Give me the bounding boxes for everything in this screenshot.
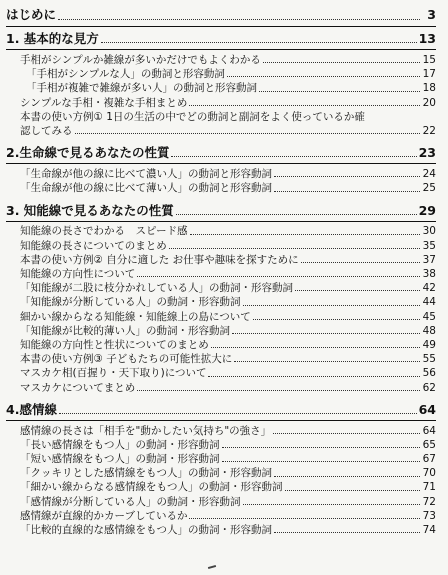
entry-page: 73 (422, 509, 436, 522)
entry-page: 18 (422, 82, 436, 95)
dot-leader (137, 276, 420, 277)
dot-leader (222, 447, 421, 448)
toc-entry (6, 381, 436, 395)
toc-intro-row (6, 6, 436, 24)
toc-entry (6, 295, 436, 309)
entry-title: 「知能線が比較的薄い人」の動詞・形容動詞 (20, 324, 230, 337)
section-divider (6, 26, 436, 27)
entry-page: 35 (422, 239, 436, 252)
dot-leader (234, 361, 420, 362)
dot-leader (243, 504, 421, 505)
entry-title: 本書の使い方例② 自分に適した お仕事や趣味を探すために (20, 253, 299, 266)
entry-title: 「知能線が二股に枝分かれしている人」の動詞・形容動詞 (20, 282, 293, 295)
entry-page: 48 (422, 324, 436, 337)
entry-title: 本書の使い方例① 1日の生活の中でどの動詞と副詞をよく使っているか確 (20, 110, 365, 123)
toc-entry (6, 81, 436, 95)
entry-title: 本書の使い方例③ 子どもたちの可能性拡大に (20, 353, 233, 366)
dot-leader (274, 191, 420, 192)
dot-leader (227, 76, 420, 77)
toc-body (6, 30, 436, 537)
entry-title: 「生命線が他の線に比べて濃い人」の動詞と形容動詞 (20, 168, 272, 181)
page-mark (208, 565, 216, 569)
entry-title: マスカケ相(百握り・天下取り)について (20, 367, 207, 380)
entry-page: 42 (422, 282, 436, 295)
entry-title: 知能線の長さについてのまとめ (20, 239, 167, 252)
section-heading (6, 30, 436, 47)
entry-page: 65 (422, 438, 436, 451)
entry-page: 22 (422, 124, 436, 137)
dot-leader (222, 461, 421, 462)
entry-title: 知能線の方向性について (20, 268, 136, 281)
dot-leader (274, 476, 420, 477)
toc-entry (6, 167, 436, 181)
dot-leader (243, 305, 421, 306)
toc-entry (6, 452, 436, 466)
dot-leader (75, 133, 421, 134)
section-title: 4.感情線 (6, 401, 57, 417)
intro-title: はじめに (6, 7, 57, 22)
dot-leader (58, 19, 420, 20)
entry-page: 44 (422, 296, 436, 309)
entry-title: シンプルな手相・複雑な手相まとめ (20, 96, 188, 109)
entry-title-cont: 認してみる (20, 124, 73, 137)
entry-title: 「細かい線からなる感情線をもつ人」の動詞・形容動詞 (20, 481, 283, 494)
toc-entry (6, 267, 436, 281)
dot-leader (101, 42, 417, 43)
section-page: 13 (418, 31, 436, 46)
toc-entry (6, 96, 436, 110)
entry-title: 「生命線が他の線に比べて薄い人」の動詞と形容動詞 (20, 182, 272, 195)
dot-leader (190, 234, 420, 235)
entry-title: 「手相がシンプルな人」の動詞と形容動詞 (26, 68, 225, 81)
entry-title: 知能線の方向性と性状についてのまとめ (20, 338, 209, 351)
dot-leader (274, 176, 420, 177)
toc-entry (6, 495, 436, 509)
entry-page: 37 (422, 253, 436, 266)
entry-title: 「比較的直線的な感情線をもつ人」の動詞・形容動詞 (20, 524, 272, 537)
entry-title: マスカケについてまとめ (20, 381, 136, 394)
dot-leader (171, 156, 416, 157)
entry-page: 70 (422, 467, 436, 480)
entry-page: 56 (422, 367, 436, 380)
entry-page: 38 (422, 268, 436, 281)
entry-page: 72 (422, 495, 436, 508)
toc-entry (6, 110, 436, 124)
dot-leader (169, 248, 420, 249)
entry-title: 「長い感情線をもつ人」の動詞・形容動詞 (20, 438, 220, 451)
section-title: 1. 基本的な見方 (6, 31, 99, 46)
intro-page: 3 (427, 7, 436, 22)
toc-entry (6, 481, 436, 495)
entry-title: 感情線が直線的かカーブしているか (20, 509, 188, 522)
toc-entry (6, 466, 436, 480)
section-page: 23 (418, 145, 436, 161)
section-rule (6, 221, 436, 222)
dot-leader (285, 490, 421, 491)
dot-leader (301, 262, 420, 263)
section-rule (6, 49, 436, 50)
toc-entry (6, 239, 436, 253)
toc-entry-continuation (6, 124, 436, 138)
toc-entry (6, 338, 436, 352)
toc-entry (6, 281, 436, 295)
toc-entry (6, 67, 436, 81)
entry-title: 感情線の長さは「相手を"動かしたい気持ち"の強さ」 (20, 424, 272, 437)
section-heading (6, 144, 436, 161)
entry-title: 知能線の長さでわかる スピード感 (20, 225, 188, 238)
dot-leader (208, 376, 420, 377)
toc-entry (6, 310, 436, 324)
section-heading (6, 202, 436, 219)
section-rule (6, 420, 436, 421)
toc-entry (6, 181, 436, 195)
entry-title: 「手相が複雑で雑線が多い人」の動詞と形容動詞 (26, 82, 257, 95)
toc-entry (6, 324, 436, 338)
dot-leader (189, 105, 420, 106)
toc-entry (6, 53, 436, 67)
dot-leader (259, 91, 420, 92)
dot-leader (211, 347, 420, 348)
section-heading (6, 401, 436, 418)
dot-leader (189, 518, 420, 519)
entry-page: 55 (422, 353, 436, 366)
entry-page: 64 (422, 424, 436, 437)
dot-leader (232, 333, 420, 334)
section-page: 64 (418, 401, 436, 417)
entry-title: 「感情線が分断している人」の動詞・形容動詞 (20, 495, 241, 508)
entry-page: 24 (422, 168, 436, 181)
entry-title: 「短い感情線をもつ人」の動詞・形容動詞 (20, 453, 220, 466)
entry-page: 74 (422, 524, 436, 537)
toc-entry (6, 352, 436, 366)
entry-page: 71 (422, 481, 436, 494)
dot-leader (137, 390, 420, 391)
dot-leader (263, 62, 420, 63)
toc-entry (6, 438, 436, 452)
dot-leader (176, 214, 417, 215)
entry-page: 20 (422, 96, 436, 109)
dot-leader (253, 319, 420, 320)
entry-title: 「クッキリとした感情線をもつ人」の動詞・形容動詞 (20, 467, 272, 480)
toc-entry (6, 424, 436, 438)
dot-leader (59, 413, 417, 414)
entry-page: 15 (422, 53, 436, 66)
entry-page: 67 (422, 453, 436, 466)
section-title: 3. 知能線で見るあなたの性質 (6, 202, 174, 218)
entry-page: 45 (422, 310, 436, 323)
toc-entry (6, 509, 436, 523)
entry-page: 62 (422, 381, 436, 394)
entry-page: 49 (422, 338, 436, 351)
entry-page: 30 (422, 225, 436, 238)
section-title: 2.生命線で見るあなたの性質 (6, 145, 170, 161)
entry-page: 17 (422, 68, 436, 81)
section-rule (6, 163, 436, 164)
toc-entry (6, 225, 436, 239)
dot-leader (295, 290, 420, 291)
dot-leader (273, 433, 420, 434)
entry-title: 手相がシンプルか雑線が多いかだけでもよくわかる (20, 53, 261, 66)
dot-leader (274, 532, 420, 533)
toc-entry (6, 523, 436, 537)
toc-entry (6, 366, 436, 380)
toc-entry (6, 253, 436, 267)
entry-title: 細かい線からなる知能線・知能線上の島について (20, 310, 251, 323)
entry-page: 25 (422, 182, 436, 195)
section-page: 29 (418, 202, 436, 218)
entry-title: 「知能線が分断している人」の動詞・形容動詞 (20, 296, 241, 309)
